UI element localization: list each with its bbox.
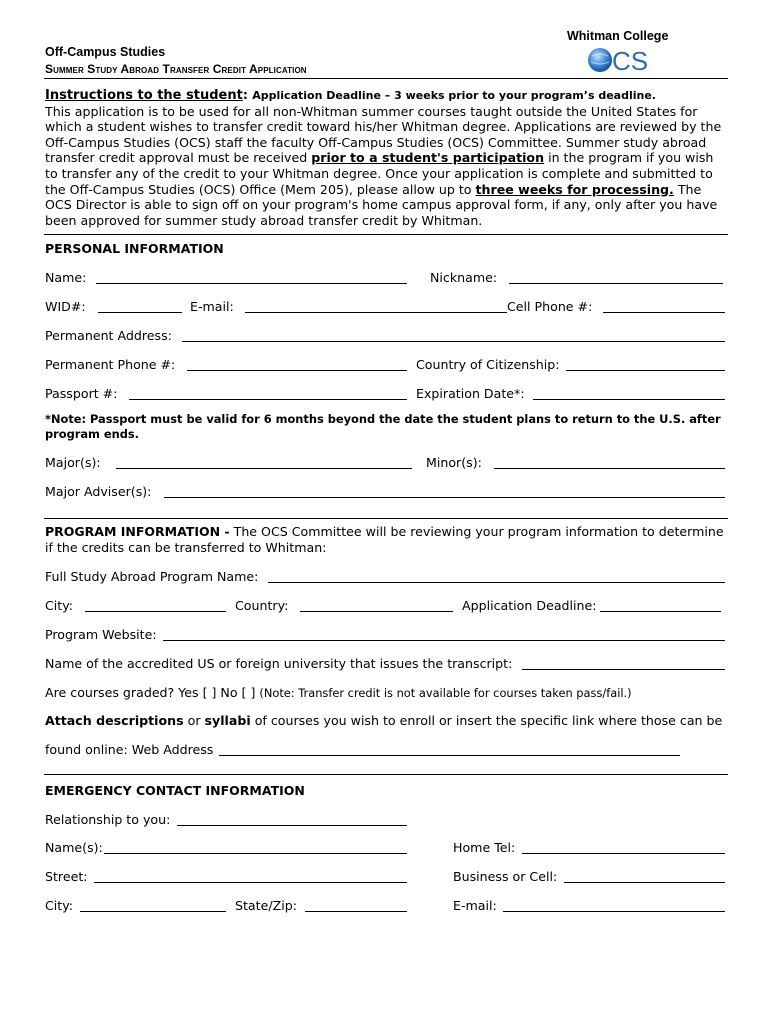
majors-label: Major(s):	[45, 455, 101, 470]
program-name-field[interactable]	[268, 582, 725, 583]
state-zip-label: State/Zip:	[235, 898, 297, 913]
country-field[interactable]	[300, 611, 453, 612]
emergency-section-title: EMERGENCY CONTACT INFORMATION	[45, 783, 305, 798]
program-name-label: Full Study Abroad Program Name:	[45, 569, 259, 584]
state-zip-field[interactable]	[305, 911, 407, 912]
contact-city-field[interactable]	[80, 911, 226, 912]
graded-question	[45, 685, 632, 700]
program-intro-text: The OCS Committee will be reviewing your program information to determine if the credits can be transferred to Whitman:	[45, 524, 724, 555]
passport-field[interactable]	[129, 399, 407, 400]
phone-field[interactable]	[187, 370, 407, 371]
deadline-field[interactable]	[600, 611, 721, 612]
deadline-label: Application Deadline:	[462, 598, 597, 613]
personal-divider	[44, 234, 728, 235]
city-field[interactable]	[85, 611, 226, 612]
attach-rest: of courses you wish to enroll or insert the specific link where those can be	[250, 713, 723, 728]
street-field[interactable]	[94, 882, 407, 883]
attach-or: or	[183, 713, 205, 728]
logo-text: CS	[612, 46, 649, 74]
business-field[interactable]	[564, 882, 725, 883]
expiration-field[interactable]	[533, 399, 725, 400]
website-label: Program Website:	[45, 627, 157, 642]
application-title: Summer Study Abroad Transfer Credit Application	[45, 62, 307, 76]
adviser-field[interactable]	[164, 497, 725, 498]
contact-city-label: City:	[45, 898, 74, 913]
graded-note: (Note: Transfer credit is not available for courses taken pass/fail.)	[259, 686, 632, 700]
instructions-emph-1: prior to a student's participation	[311, 150, 545, 166]
university-field[interactable]	[522, 669, 725, 670]
street-label: Street:	[45, 869, 88, 884]
home-tel-field[interactable]	[522, 853, 725, 854]
program-section-title: PROGRAM INFORMATION -	[45, 524, 230, 539]
website-field[interactable]	[163, 640, 725, 641]
university-label: Name of the accredited US or foreign university that issues the transcript:	[45, 656, 513, 671]
name-field[interactable]	[96, 283, 407, 284]
citizenship-label: Country of Citizenship:	[416, 357, 560, 372]
name-label: Name:	[45, 270, 87, 285]
globe-icon	[588, 48, 612, 72]
business-label: Business or Cell:	[453, 869, 558, 884]
nickname-label: Nickname:	[430, 270, 498, 285]
wid-field[interactable]	[98, 312, 182, 313]
instructions-text-2: in the program if you wish to transfer any of the credit to your Whitman degree. Once your application is complete and submitted to the Off-Campus Studies (OCS) Office (Mem 205), please allow up to	[45, 150, 714, 197]
minors-label: Minor(s):	[426, 455, 482, 470]
contact-email-field[interactable]	[503, 911, 725, 912]
majors-field[interactable]	[116, 468, 412, 469]
instructions-emph-2: three weeks for processing.	[475, 181, 674, 197]
contact-names-label: Name(s):	[45, 840, 103, 855]
country-label: Country:	[235, 598, 289, 613]
nickname-field[interactable]	[509, 283, 723, 284]
adviser-label: Major Adviser(s):	[45, 484, 152, 499]
cell-label: Cell Phone #:	[507, 299, 593, 314]
address-field[interactable]	[182, 341, 725, 342]
web-address-field[interactable]	[219, 755, 680, 756]
email-field[interactable]	[245, 312, 507, 313]
citizenship-field[interactable]	[566, 370, 725, 371]
passport-label: Passport #:	[45, 386, 118, 401]
college-name: Whitman College	[567, 29, 669, 43]
instructions-text-3: The OCS Director is able to sign off on your program's home campus approval form, if any, only after you have been approved for summer study abroad transfer credit by Whitman.	[45, 181, 718, 228]
instructions-deadline: Application Deadline – 3 weeks prior to your program’s deadline.	[252, 89, 656, 102]
ocs-logo	[586, 44, 658, 74]
email-label: E-mail:	[190, 299, 234, 314]
graded-label[interactable]: Are courses graded? Yes [ ] No [ ]	[45, 685, 256, 700]
web-address-label: found online: Web Address	[45, 742, 214, 757]
department-name: Off-Campus Studies	[45, 45, 166, 59]
relationship-field[interactable]	[177, 825, 407, 826]
expiration-label: Expiration Date*:	[416, 386, 525, 401]
program-divider	[44, 518, 728, 519]
cell-field[interactable]	[603, 312, 725, 313]
instructions-block: Instructions to the student: Application Deadline – 3 weeks prior to your program’s deadline. This application is to be used for all non-Whitman summer courses taught outside the United States for which a student wishes to transfer credit toward his/her Whitman degree. Applications are reviewed by the Off-Campus Studies (OCS) staff the faculty Off-Campus Studies (OCS) Committee. Summer study abroad transfer credit approval must be received prior to a student's participation in the program if you wish to transfer any of the credit to your Whitman degree. Once your application is complete and submitted to the Off-Campus Studies (OCS) Office (Mem 205), please allow up to three weeks for processing. The OCS Director is able to sign off on your program's home campus approval form, if any, only after you have been approved for summer study abroad transfer credit by Whitman.	[45, 87, 722, 228]
contact-email-label: E-mail:	[453, 898, 497, 913]
attach-instruction	[45, 713, 722, 728]
attach-descriptions: Attach descriptions	[45, 713, 184, 728]
minors-field[interactable]	[494, 468, 725, 469]
instructions-lead: Instructions to the student	[45, 88, 243, 103]
header-divider	[44, 78, 728, 79]
contact-names-field[interactable]	[104, 853, 407, 854]
personal-section-title: PERSONAL INFORMATION	[45, 241, 224, 256]
city-label: City:	[45, 598, 74, 613]
wid-label: WID#:	[45, 299, 86, 314]
program-intro	[45, 524, 730, 556]
address-label: Permanent Address:	[45, 328, 172, 343]
emergency-divider	[44, 774, 728, 775]
phone-label: Permanent Phone #:	[45, 357, 176, 372]
attach-syllabi: syllabi	[204, 713, 251, 728]
relationship-label: Relationship to you:	[45, 812, 171, 827]
instructions-text-1: This application is to be used for all non-Whitman summer courses taught outside the United States for which a student wishes to transfer credit toward his/her Whitman degree. Applications are reviewed by the Off-Campus Studies (OCS) staff the faculty Off-Campus Studies (OCS) Committee. Summer study abroad transfer credit approval must be received	[45, 103, 722, 166]
home-tel-label: Home Tel:	[453, 840, 516, 855]
passport-note: *Note: Passport must be valid for 6 months beyond the date the student plans to return to the U.S. after program ends.	[45, 412, 721, 441]
